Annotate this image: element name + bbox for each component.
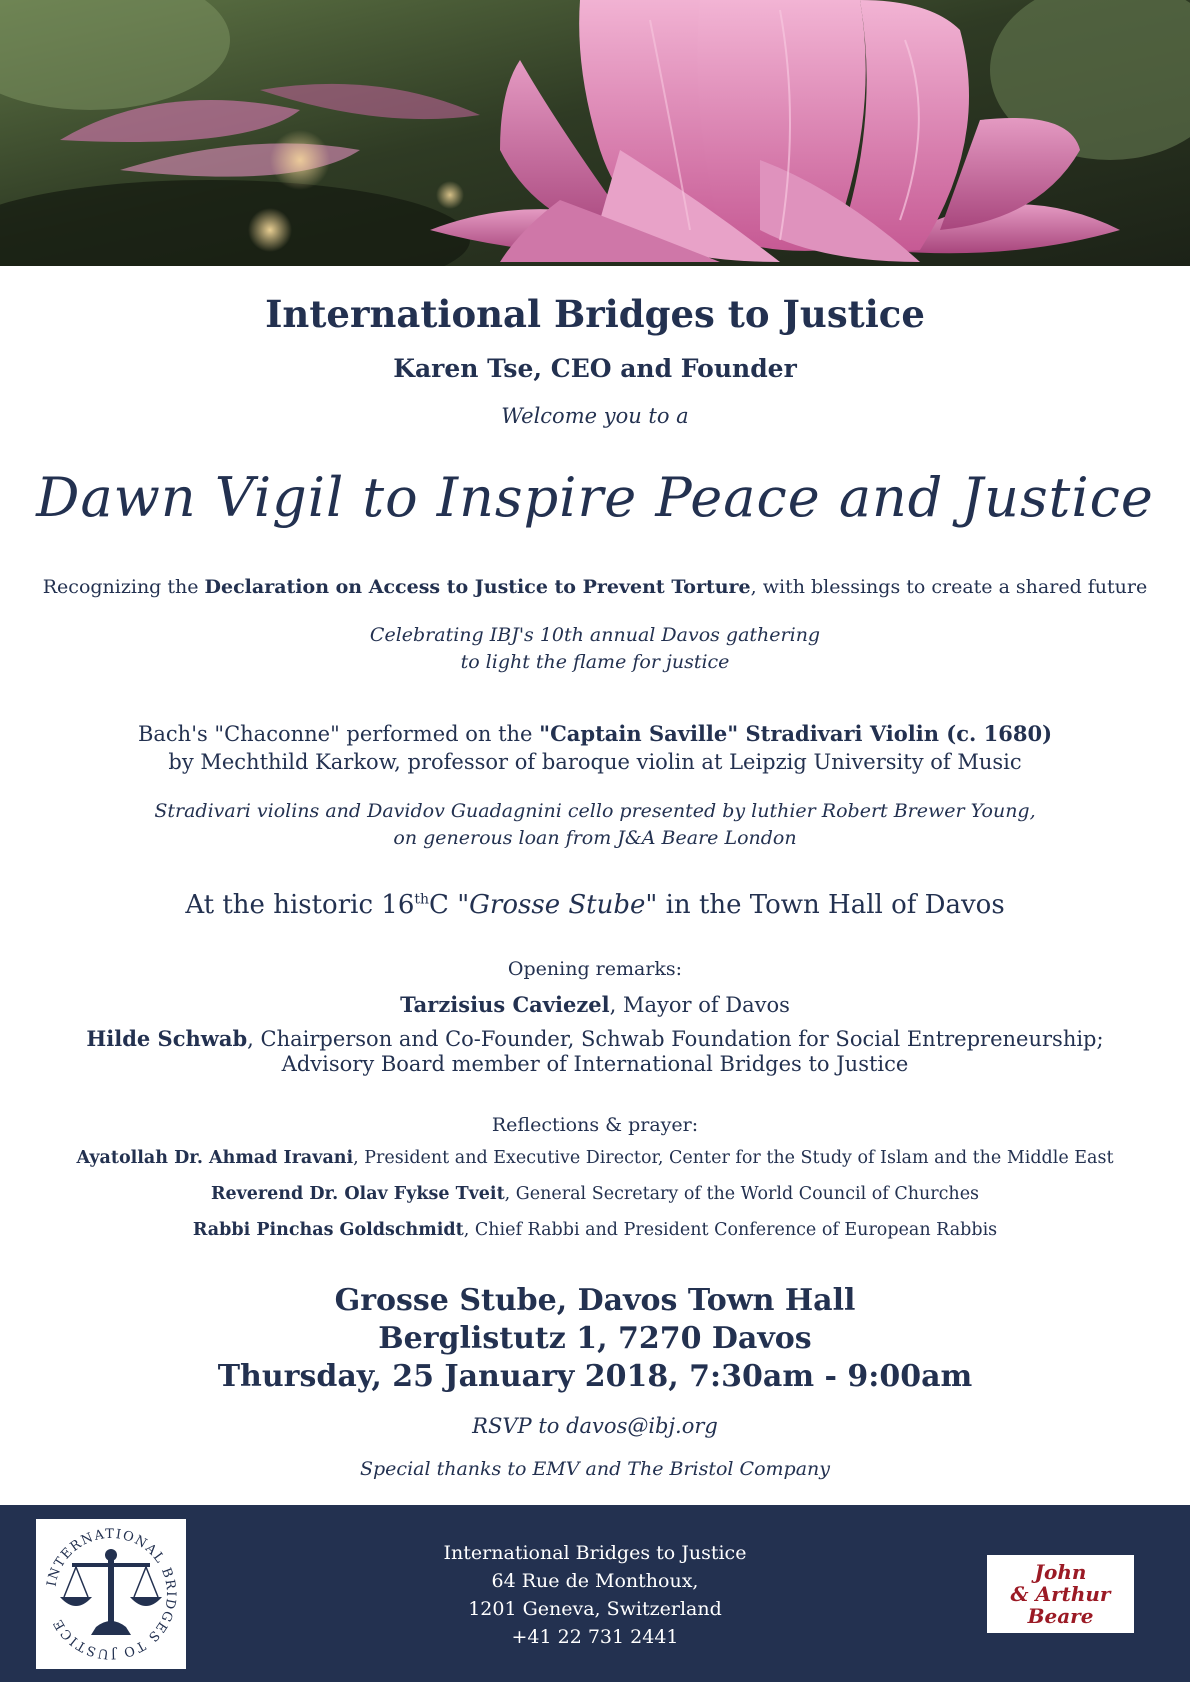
violin-name: "Captain Saville" Stradivari Violin (c. 1680)	[539, 721, 1053, 746]
historic-venue-line	[0, 890, 1190, 920]
historic-superscript: th	[414, 891, 430, 908]
recognizing-suffix: , with blessings to create a shared future	[750, 576, 1148, 598]
beare-line: & Arthur	[1010, 1582, 1111, 1606]
historic-suffix: " in the Town Hall of Davos	[645, 890, 1005, 920]
historic-mid: C "	[429, 890, 470, 920]
footer	[0, 1505, 1190, 1682]
ceo-line: Karen Tse, CEO and Founder	[393, 354, 797, 383]
speaker-name: Reverend Dr. Olav Fykse Tveit	[210, 1184, 505, 1204]
speaker-name: Hilde Schwab	[86, 1026, 248, 1051]
performance-line-2: by Mechthild Karkow, professor of baroque violin at Leipzig University of Music	[168, 750, 1022, 774]
welcome-line: Welcome you to a	[501, 404, 689, 428]
phone-line: +41 22 731 2441	[511, 1626, 679, 1648]
speaker-hilde-line-1	[0, 1026, 1190, 1052]
scales-of-justice-icon	[36, 1519, 186, 1669]
declaration-name: Declaration on Access to Justice to Prevent Torture	[204, 576, 751, 598]
beare-logo	[987, 1555, 1134, 1633]
speaker-hilde-line-2: Advisory Board member of International Bridges to Justice	[281, 1052, 909, 1076]
venue-name: Grosse Stube, Davos Town Hall	[334, 1283, 856, 1318]
performance-prefix: Bach's "Chaconne" performed on the	[137, 722, 540, 746]
hero-lotus-image	[0, 0, 1190, 266]
speaker-goldschmidt	[0, 1220, 1190, 1240]
address-line: 64 Rue de Monthoux,	[491, 1570, 699, 1592]
speaker-iravani	[0, 1148, 1190, 1168]
reflections-heading: Reflections & prayer:	[491, 1114, 699, 1136]
organization-name: International Bridges to Justice	[265, 292, 925, 336]
speaker-name: Ayatollah Dr. Ahmad Iravani	[76, 1148, 354, 1168]
historic-prefix: At the historic 16	[185, 890, 415, 920]
speaker-name: Rabbi Pinchas Goldschmidt	[192, 1220, 464, 1240]
celebrating-block	[0, 622, 1190, 676]
beare-line: John	[1034, 1560, 1087, 1584]
speaker-tveit	[0, 1184, 1190, 1204]
location-block	[0, 1282, 1190, 1396]
instruments-line-1: Stradivari violins and Davidov Guadagnini cello presented by luthier Robert Brewer Young,	[154, 800, 1036, 822]
speaker-role: , General Secretary of the World Council of Churches	[504, 1184, 980, 1204]
performance-line-1	[0, 720, 1190, 748]
speaker-mayor	[0, 992, 1190, 1017]
opening-heading: Opening remarks:	[507, 958, 683, 980]
recognizing-prefix: Recognizing the	[42, 576, 205, 598]
instruments-block	[0, 798, 1190, 852]
beare-logo-text	[987, 1561, 1134, 1627]
rsvp-line[interactable]: RSVP to davos@ibj.org	[472, 1414, 718, 1438]
speaker-hilde	[0, 1026, 1190, 1077]
speaker-role: , President and Executive Director, Center for the Study of Islam and the Middle East	[353, 1148, 1114, 1168]
speaker-role: , Chief Rabbi and President Conference of European Rabbis	[463, 1220, 998, 1240]
performance-block	[0, 720, 1190, 776]
venue-address: Berglistutz 1, 7270 Davos	[378, 1321, 812, 1356]
event-title: Dawn Vigil to Inspire Peace and Justice	[36, 466, 1154, 529]
address-line: International Bridges to Justice	[443, 1542, 747, 1564]
ibj-logo-text: INTERNATIONAL BRIDGES TO JUSTICE	[44, 1526, 179, 1662]
celebrating-line-2: to light the flame for justice	[460, 651, 730, 673]
celebrating-line-1: Celebrating IBJ's 10th annual Davos gathering	[369, 624, 821, 646]
ibj-logo	[36, 1519, 186, 1669]
event-datetime: Thursday, 25 January 2018, 7:30am - 9:00am	[217, 1359, 973, 1394]
address-line: 1201 Geneva, Switzerland	[468, 1598, 722, 1620]
thanks-line: Special thanks to EMV and The Bristol Company	[360, 1458, 830, 1480]
recognizing-line	[0, 576, 1190, 598]
speaker-name: Tarzisius Caviezel	[400, 992, 610, 1017]
footer-address	[395, 1539, 795, 1651]
speaker-role: , Chairperson and Co-Founder, Schwab Foundation for Social Entrepreneurship;	[247, 1027, 1104, 1051]
speaker-role: , Mayor of Davos	[609, 993, 790, 1017]
instruments-line-2: on generous loan from J&A Beare London	[393, 827, 797, 849]
lotus-photo	[0, 0, 1190, 266]
historic-room: Grosse Stube	[469, 890, 646, 920]
beare-line: Beare	[1027, 1604, 1094, 1628]
